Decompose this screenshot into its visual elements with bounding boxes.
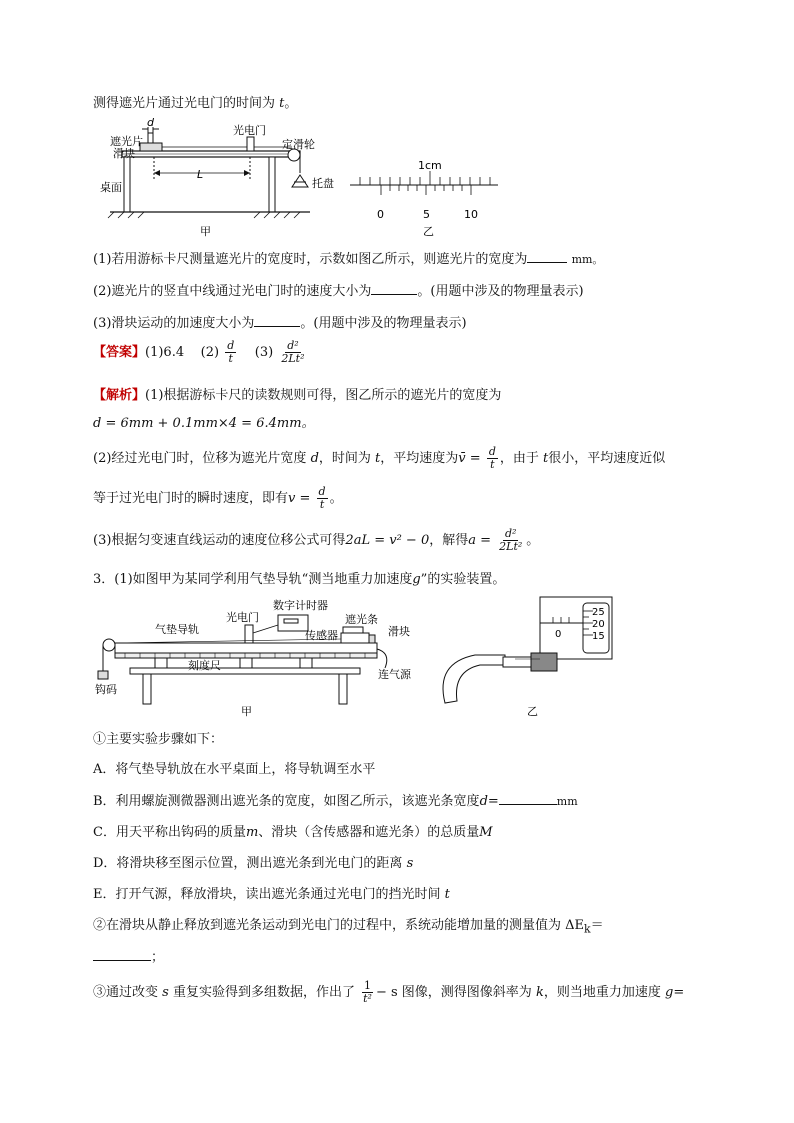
answer-tag: 【答案】 — [93, 345, 146, 360]
label-shutter: 遮光片 — [110, 135, 143, 148]
label-slider: 滑块 — [113, 147, 135, 160]
question-3-2: ②在滑块从静止释放到遮光条运动到光电门的过程中，系统动能增加量的测量值为 $\Delta E_k=$ — [93, 918, 604, 936]
label-pulley: 定滑轮 — [282, 138, 315, 151]
label-slider-2: 滑块 — [388, 625, 410, 638]
intro-line: 测得遮光片通过光电门的时间为 t。 — [93, 96, 298, 111]
micro-zero: 0 — [555, 629, 562, 640]
analysis-p1: 【解析】(1)根据游标卡尺的读数规则可得，图乙所示的遮光片的宽度为 — [93, 388, 502, 403]
vernier-caliper — [350, 159, 498, 238]
caliper-tick-5: 5 — [423, 208, 430, 221]
step-b: B．利用螺旋测微器测出遮光条的宽度，如图乙所示，该遮光条宽度d= mm — [93, 794, 578, 809]
label-d: d — [147, 116, 154, 129]
step-d: D．将滑块移至图示位置，测出遮光条到光电门的距离 s — [93, 856, 414, 871]
label-ruler: 刻度尺 — [188, 659, 221, 672]
step-c: C．用天平称出钩码的质量m、滑块（含传感器和遮光条）的总质量M — [93, 825, 493, 840]
analysis-tag: 【解析】 — [93, 388, 146, 403]
step-e: E．打开气源，释放滑块，读出遮光条通过光电门的挡光时间 t — [93, 887, 450, 902]
label-weight: 钩码 — [95, 683, 117, 696]
micro-tick-15: 15 — [592, 631, 605, 642]
caliper-tick-0: 0 — [377, 208, 384, 221]
label-gate-2: 光电门 — [226, 611, 259, 624]
caption-yi-2: 乙 — [527, 705, 538, 718]
analysis-p1-eq: d = 6mm + 0.1mm×4 = 6.4mm。 — [93, 416, 315, 431]
micro-tick-20: 20 — [592, 619, 605, 630]
label-strip: 遮光条 — [345, 613, 378, 626]
question-3-title: 3．(1)如图甲为某同学利用气垫导轨“测当地重力加速度g”的实验装置。 — [93, 572, 506, 587]
label-L: L — [197, 168, 204, 181]
analysis-p2: (2)经过光电门时，位移为遮光片宽度 d，时间为 t，平均速度为v̄ = $\frac{d}{t}$ ，由于 t很小，平均速度近似 — [93, 445, 666, 471]
question-1: (1)若用游标卡尺测量遮光片的宽度时，示数如图乙所示，则遮光片的宽度为 mm。 — [93, 252, 604, 267]
analysis-p3: (3)根据匀变速直线运动的速度位移公式可得2aL = v² − 0，解得a = $\frac{\text{d²}}{\text{2Lt²}}$ 。 — [93, 527, 540, 553]
caliper-unit: 1cm — [418, 159, 442, 172]
label-gate: 光电门 — [233, 124, 266, 137]
figure-apparatus-1 — [100, 115, 520, 240]
caption-jia-1: 甲 — [200, 225, 211, 238]
figure-apparatus-2 — [95, 593, 625, 723]
steps-head: ①主要实验步骤如下： — [93, 732, 224, 747]
caliper-tick-10: 10 — [464, 208, 478, 221]
label-air: 连气源 — [378, 668, 411, 681]
caption-jia-2: 甲 — [241, 705, 252, 718]
label-timer: 数字计时器 — [273, 599, 328, 612]
micrometer — [443, 597, 612, 718]
label-tray: 托盘 — [312, 177, 334, 190]
step-a: A．将气垫导轨放在水平桌面上，将导轨调至水平 — [93, 762, 376, 777]
label-sensor: 传感器 — [305, 629, 338, 642]
question-3-2-blank: ； — [93, 946, 164, 965]
micro-tick-25: 25 — [592, 607, 605, 618]
label-desk: 桌面 — [100, 181, 122, 194]
caption-yi-1: 乙 — [423, 225, 434, 238]
question-2: (2)遮光片的竖直中线通过光电门时的速度大小为 。(用题中涉及的物理量表示) — [93, 284, 584, 299]
label-rail: 气垫导轨 — [155, 623, 199, 636]
answer-line: 【答案】(1)6.4 (2) $\frac{d}{t}$ (3) $\frac{\text{d²}}{\text{2Lt²}}$ — [93, 339, 305, 365]
question-3-3: ③通过改变 s 重复实验得到多组数据，作出了 $\frac{1}{\text{t²}}$ − s 图像，测得图像斜率为 k，则当地重力加速度 g= — [93, 979, 685, 1005]
analysis-p2b: 等于过光电门时的瞬时速度，即有v = $\frac{d}{t}$ 。 — [93, 485, 343, 511]
question-3: (3)滑块运动的加速度大小为 。(用题中涉及的物理量表示) — [93, 316, 467, 331]
